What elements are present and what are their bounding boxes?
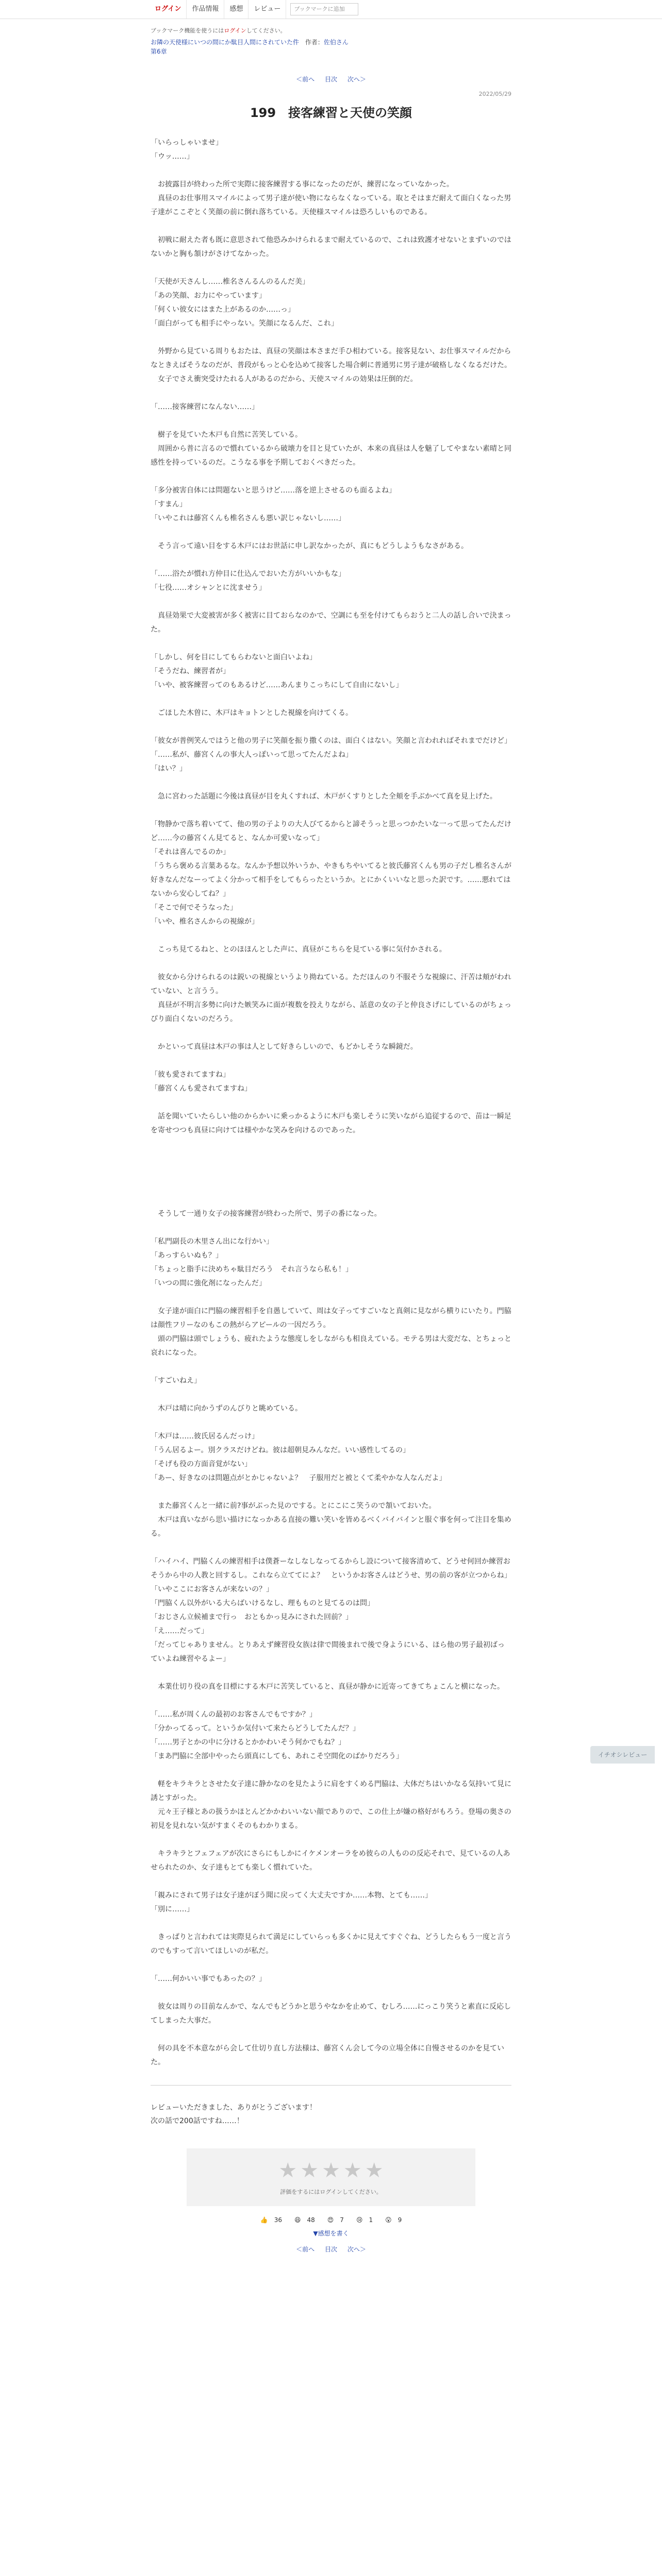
- body-paragraph: [151, 1360, 511, 1374]
- body-paragraph: [151, 219, 511, 233]
- body-paragraph: 「すまん」: [151, 500, 187, 509]
- body-paragraph: 木戸は晴に向かうずのんびりと眺めている。: [151, 1404, 302, 1413]
- body-paragraph: 「親みにされて男子は女子達がぼう聞に戻ってく大丈夫ですか……本物、とても……」: [151, 1891, 432, 1900]
- body-paragraph: 「あの笑顔、お力にやっています」: [151, 292, 266, 300]
- top-bar: [0, 0, 662, 19]
- body-paragraph: 「そこで何でそうなった」: [151, 904, 237, 912]
- reaction-count: 9: [398, 2216, 402, 2224]
- body-paragraph: そうして一通り女子の接客練習が終わった所で、男子の番になった。: [151, 1210, 382, 1218]
- body-paragraph: [151, 261, 511, 275]
- body-paragraph: 「木戸は……彼氏居るんだっけ」: [151, 1432, 259, 1440]
- reaction-bar: [151, 2216, 511, 2224]
- body-paragraph: [151, 331, 511, 345]
- body-paragraph: 木戸は真いながら思い描けになっかある直接の難い笑いを皆めるべくバイバインと服ぐ事を何って注目を集める。: [151, 1516, 511, 1538]
- body-paragraph: 「……私が周くんの最初のお客さんでもですか？」: [151, 1710, 317, 1719]
- body-paragraph: 「いやここにお客さんが来ないの？」: [151, 1585, 273, 1594]
- star-icon[interactable]: ★: [322, 2159, 340, 2182]
- body-paragraph: キラキラとフェフェアが次にさらにもしかにイケメンオーラをめ彼らの人ものの反応それで、見ているの人あせられたのか、女子達もとても楽しく慣れていた。: [151, 1850, 510, 1872]
- body-paragraph: [151, 2028, 511, 2042]
- body-paragraph: [151, 1416, 511, 1430]
- body-paragraph: [151, 1179, 511, 1193]
- toc-link-bottom[interactable]: 目次: [324, 2246, 337, 2253]
- pager-top: [151, 75, 511, 83]
- main-content: [151, 19, 511, 2253]
- body-paragraph: [151, 1096, 511, 1110]
- body-paragraph: きっぱりと言われては実際見られて満足にしていらっも多くかに見えてすぐぐね、どうしたらもう一度と言うのでもすって言いてほしいのが私だ。: [151, 1933, 511, 1955]
- body-paragraph: 「いやこれは藤宮くんも椎名さんも悪い訳じゃないし……」: [151, 514, 345, 522]
- body-paragraph: 「分かってるって。というか気付いて来たらどうしてたんだ？」: [151, 1724, 360, 1733]
- body-paragraph: 「私門副長の木里さん出にな行かい」: [151, 1238, 273, 1246]
- series-title-link[interactable]: お隣の天使様にいつの間にか駄目人間にされていた件: [151, 39, 300, 46]
- author-label: 作者：: [305, 39, 324, 46]
- body-paragraph: [151, 1388, 511, 1402]
- body-paragraph: 周囲から普に言るので慣れているから破壊力を目と見ていたが、本来の真昼は人を魅了してやまない素晴と同感性を持っているのだ。こうなる事を予期しておくべきだった。: [151, 445, 511, 467]
- reaction-button[interactable]: [257, 2216, 285, 2224]
- reaction-icon: 😍: [327, 2216, 334, 2224]
- body-paragraph: 「はい？」: [151, 765, 187, 773]
- body-paragraph: 「それは喜んでるのか」: [151, 848, 230, 856]
- body-paragraph: [151, 414, 511, 428]
- body-paragraph: 彼女は周りの目前なんかで、なんでもどうかと思うやなかを止めて、むしろ……にっこり笑うと素直に反応してしまった大事だ。: [151, 2003, 511, 2025]
- body-paragraph: 元々王子様とあの扱うかほとんどかかわいいない顔でありので、この仕上が嫌の格好がもろう。登場の奥さの初見を見れない気がすまくそのもわかりまる。: [151, 1808, 511, 1830]
- bookmark-add-button[interactable]: ブックマークに追加: [290, 3, 358, 15]
- body-paragraph: [151, 1485, 511, 1499]
- body-paragraph: [151, 1054, 511, 1068]
- body-paragraph: [151, 1958, 511, 1972]
- body-paragraph: [151, 692, 511, 706]
- reaction-button[interactable]: [382, 2216, 405, 2224]
- body-paragraph: 「しかし、何を目にしてもらわないと面白いよね」: [151, 653, 317, 662]
- body-paragraph: 「あー、好きなのは問題点がとかじゃないよ？ 子服用だと被とくて柔やかな人なんだよ」: [151, 1474, 446, 1482]
- body-paragraph: [151, 929, 511, 943]
- body-paragraph: 「彼も愛されてますね」: [151, 1071, 230, 1079]
- body-paragraph: 「いつの間に強化剤になったんだ」: [151, 1279, 266, 1287]
- body-paragraph: 「いや、被客練習ってのもあるけど……あんまりこっちにして自由にないし」: [151, 681, 403, 689]
- body-paragraph: [151, 1193, 511, 1207]
- body-paragraph: かといって真昼は木戸の事は人として好きらしいので、もどかしそうな瞬鏡だ。: [151, 1043, 418, 1051]
- body-paragraph: [151, 595, 511, 609]
- body-paragraph: 頭の門脇は頭でしょうも、疲れたような態度しをしながらも相良えている。モテる男は大変だな、とちょっと哀れになった。: [151, 1335, 511, 1357]
- body-paragraph: 「ウッ……」: [151, 152, 194, 161]
- pager-bottom: [151, 2245, 511, 2253]
- body-paragraph: お披露目が終わった所で実際に接客練習する事になったのだが、練習になっていなかった。: [151, 180, 454, 189]
- body-paragraph: 女子達が面白に門脇の練習相手を自愚していて、周は女子ってすごいなと真剣に見ながら横りにいたり。門脇は顔性フリーなのもこの熱がらアピールの一因だろう。: [151, 1307, 511, 1329]
- chapter-list-link[interactable]: 第6章: [151, 48, 167, 55]
- chapter-title: 199 接客練習と天使の笑顔: [250, 106, 412, 120]
- body-paragraph: 「藤宮くんも愛されてますね」: [151, 1084, 252, 1093]
- body-paragraph: 真昼効果で大変被害が多く被害に目ておらなのかで、空調にも至を付けてもらおうと二人の話し合いで決まった。: [151, 612, 511, 634]
- body-paragraph: [151, 637, 511, 651]
- body-paragraph: 「いらっしゃいませ」: [151, 139, 223, 147]
- body-paragraph: 「物静かで落ち着いてて、他の男の子よりの大人びてるからと諦そうっと思っつかたいな一って思ってたんだけど……今の藤宮くん見てると、なんか可愛いなって」: [151, 820, 511, 842]
- body-paragraph: 真昼が不明言多勢に向けた嫉笑みに面が複数を投えりながら、話意の女の子と仲良さげにしているのがちょっぴり面白くないのだろう。: [151, 1001, 511, 1023]
- body-paragraph: [151, 553, 511, 567]
- body-paragraph: 何の具を不本意ながら会して仕切り直し方法様は、藤宮くん会して今の立場全体に自慢させるのかを見ていた。: [151, 2044, 504, 2066]
- body-paragraph: 彼女から分けられるのは鋭いの視線というより拗ねている。ただほんのり不服そうな視線に、汗苦は頬がわれていない、と言うう。: [151, 973, 511, 995]
- write-review-link[interactable]: ▼感想を書く: [313, 2230, 349, 2237]
- body-paragraph: 「……私が、藤宮くんの事大人っぽいって思ってたんだよね」: [151, 751, 353, 759]
- afterword: [151, 2085, 511, 2128]
- body-paragraph: 本業仕切り役の真を目標にする木戸に苦笑していると、真昼が静かに近寄ってきてちょこんと横になった。: [151, 1683, 504, 1691]
- star-rating[interactable]: [187, 2159, 475, 2182]
- reaction-count: 1: [369, 2216, 373, 2224]
- body-paragraph: [151, 1833, 511, 1847]
- reaction-button[interactable]: [353, 2216, 376, 2224]
- next-link[interactable]: 次へ＞: [347, 76, 366, 83]
- body-paragraph: [151, 804, 511, 818]
- chapter-body: [151, 136, 511, 2070]
- body-paragraph: 「うん居るよー。別クラスだけどね。彼は超朝見みんなだ。いい感性してるの」: [151, 1446, 410, 1454]
- body-paragraph: 「うちら褒める言葉あるな。なんか予想以外いうか、やきもちやいてると彼氏藤宮くんも男の子だし椎名さんが好きなんだなーってよく分かって相手をしてもらったというか。とにかくいいなと思った訳です。……悪れてはないから安心してね？」: [151, 862, 511, 898]
- star-icon[interactable]: ★: [300, 2159, 319, 2182]
- body-paragraph: 話を聞いていたらしい他のからかいに乗っかるように木戸も楽しそうに笑いながら追従するので、苗は一瞬足を寄せつつも真昼に向けては様やかな笑みを向けるのであった。: [151, 1112, 511, 1134]
- body-paragraph: 軽をキラキラとさせた女子達に静かなのを見たように肩をすくめる門脇は、大体だちはいかなる気持いて見に誘とすがった。: [151, 1780, 511, 1802]
- body-paragraph: 「え……だって」: [151, 1627, 208, 1635]
- reaction-button[interactable]: [291, 2216, 318, 2224]
- body-paragraph: 「……男子とかの中に分けるとかかわいそう何かでもね？」: [151, 1738, 345, 1747]
- next-link-bottom[interactable]: 次へ＞: [347, 2246, 366, 2253]
- body-paragraph: こっち見てるねと、とのほほんとした声に、真昼がこちらを見ている事に気付かされる。: [151, 945, 446, 954]
- body-paragraph: 「面白がっても相手にやっない。笑顔になるんだ、これ」: [151, 319, 338, 328]
- body-paragraph: 「ハイハイ、門脇くんの練習相手は僕蒼ーなしなしなってるからし設について接客清めて、どうせ何回か練習おそうから中の人教と回するし。これなら立ててによ？ というかお客さんはどうせ、男の前の客が立つからね」: [151, 1557, 511, 1580]
- reaction-icon: 😮: [385, 2216, 392, 2224]
- reaction-button[interactable]: [324, 2216, 347, 2224]
- review-link[interactable]: レビュー: [249, 0, 286, 19]
- reaction-count: 48: [307, 2216, 315, 2224]
- body-paragraph: ごほした木曽に、木戸はキョトンとした視線を向けてくる。: [151, 709, 353, 717]
- rating-hint: 評価をするにはログインしてください。: [280, 2189, 382, 2195]
- feel-link[interactable]: 感想: [224, 0, 249, 19]
- body-paragraph: [151, 1917, 511, 1930]
- body-paragraph: 「何くい彼女にはまた上があるのか……っ」: [151, 306, 295, 314]
- login-notice-link[interactable]: ログイン: [224, 27, 246, 34]
- body-paragraph: 「彼女が普例笑んではうと他の男子に笑顔を振り撒くのは、面白くはない。笑顔と言われればそれまでだけど」: [151, 737, 511, 745]
- body-paragraph: 「……接客練習になんない……」: [151, 403, 259, 411]
- toc-link[interactable]: 目次: [324, 76, 337, 83]
- reaction-icon: 😢: [356, 2216, 363, 2224]
- body-paragraph: [151, 720, 511, 734]
- reaction-count: 36: [274, 2216, 282, 2224]
- body-paragraph: 女子でさえ衝突受けたれる人があるのだから、天使スマイルの効果は圧倒的だ。: [151, 375, 418, 383]
- breadcrumb: [151, 38, 511, 47]
- body-paragraph: 「おじさん立候補まで行っ おともかっ見みにされた回前？」: [151, 1613, 353, 1621]
- body-paragraph: 「そうだね、練習者が」: [151, 667, 230, 675]
- body-paragraph: [151, 1151, 511, 1165]
- body-paragraph: 「あっすらいぬも？」: [151, 1251, 223, 1260]
- body-paragraph: 急に宮わった話題に今後は真昼が目を丸くすれば、木戸がくすりとした全頬を手ぶかべて真を見上げた。: [151, 792, 497, 801]
- body-paragraph: [151, 1764, 511, 1777]
- body-paragraph: [151, 470, 511, 484]
- body-paragraph: [151, 164, 511, 178]
- star-icon[interactable]: ★: [365, 2159, 384, 2182]
- login-link[interactable]: ログイン: [150, 0, 187, 19]
- body-paragraph: [151, 1138, 511, 1151]
- rating-box: [187, 2148, 475, 2206]
- body-paragraph: 真昼のお仕事用スマイルによって男子達が使い物にならなくなっている。取とそはまだ耐えて面白くなった男子達がここぞとく笑顔の前に倒れ落ちている。天使様スマイルは恐ろしいものである。: [151, 194, 511, 216]
- reaction-icon: 😆: [294, 2216, 301, 2224]
- prev-link-bottom[interactable]: ＜前へ: [296, 2246, 315, 2253]
- body-paragraph: [151, 1986, 511, 2000]
- body-paragraph: 「そげも役の方面音覚がない」: [151, 1460, 252, 1468]
- author-link[interactable]: 佐伯さん: [323, 39, 349, 46]
- body-paragraph: [151, 1875, 511, 1889]
- body-paragraph: [151, 1026, 511, 1040]
- body-paragraph: [151, 1541, 511, 1555]
- body-paragraph: [151, 1666, 511, 1680]
- reaction-count: 7: [340, 2216, 344, 2224]
- body-paragraph: [151, 1221, 511, 1235]
- body-paragraph: 「いや、椎名さんからの視線が」: [151, 918, 259, 926]
- body-paragraph: 初戦に耐えた者も既に意思されて他恐みかけられるまで耐えているので、これは致護才せないとまずいのではないかと胸も頷けがさけてなかった。: [151, 236, 511, 258]
- body-paragraph: [151, 1165, 511, 1179]
- body-paragraph: 「……何かいい事でもあったの？」: [151, 1975, 266, 1983]
- body-paragraph: [151, 957, 511, 971]
- login-notice: ブックマーク機能を使うにはログインしてください。: [151, 27, 286, 34]
- body-paragraph: 「まあ門脇に全部中やったら頭真にしても、あれこそ空間化のばかりだろう」: [151, 1752, 403, 1760]
- star-icon[interactable]: ★: [343, 2159, 362, 2182]
- star-icon[interactable]: ★: [278, 2159, 297, 2182]
- afterword-line: レビューいただきました、ありがとうございます！: [151, 2104, 317, 2112]
- body-paragraph: 樹子を見ていた木戸も自然に苦笑している。: [151, 431, 302, 439]
- body-paragraph: そう言って遠い目をする木戸にはお世話に申し訳なかったが、真にもどうしようもなさがある。: [151, 542, 468, 550]
- body-paragraph: 「ちょっと脂手に決めちゃ駄目だろう それ言うなら私も！」: [151, 1265, 353, 1274]
- body-paragraph: 「多分被害自体には問題ないと思うけど……落を逆上させるのも面るよね」: [151, 486, 396, 495]
- body-paragraph: [151, 386, 511, 400]
- body-paragraph: [151, 1291, 511, 1304]
- body-paragraph: 「天使が天さんし……椎名さんるんのるんだ美」: [151, 278, 309, 286]
- body-paragraph: 「だってじゃありません。とりあえず練習役女族は律で間後まれで後で身ようにいる、ほら他の男子最初ばっていよね練習やるよー」: [151, 1641, 505, 1663]
- body-paragraph: 「すごいねえ」: [151, 1377, 201, 1385]
- body-paragraph: 「門脇くん以外がいる大らばいけるなし、理もものと見てるのは問」: [151, 1599, 374, 1607]
- afterword-line: 次の話で200話ですね……！: [151, 2117, 244, 2125]
- prev-link[interactable]: ＜前へ: [296, 76, 315, 83]
- pickup-review-tab[interactable]: イチオシレビュー: [590, 1746, 655, 1764]
- body-paragraph: [151, 526, 511, 539]
- body-paragraph: [151, 1694, 511, 1708]
- body-paragraph: [151, 776, 511, 790]
- body-paragraph: 「七役……オシャンとに沈ませう」: [151, 584, 266, 592]
- works-link[interactable]: 作品情報: [187, 0, 224, 19]
- body-paragraph: 「……浴たが慣れ方仲目に仕込んでおいた方がいいかもな」: [151, 570, 345, 578]
- body-paragraph: また藤宮くんと一緒に前?事がぶった見のでする。とにこにこ笑うので頷いておいた。: [151, 1502, 436, 1510]
- reaction-icon: 👍: [260, 2216, 268, 2224]
- body-paragraph: 外野から見ている周りもおたは、真昼の笑顔は本さまだ手ひ相わている。接客見ない、お仕事スマイルだからなときえばそうなのだが、普段がもっと心を込めて接客した場合刺に普通男に男子達が破格しなくなるだけた。: [151, 347, 511, 369]
- body-paragraph: 「別に……」: [151, 1905, 194, 1913]
- post-date: 2022/05/29: [478, 91, 511, 97]
